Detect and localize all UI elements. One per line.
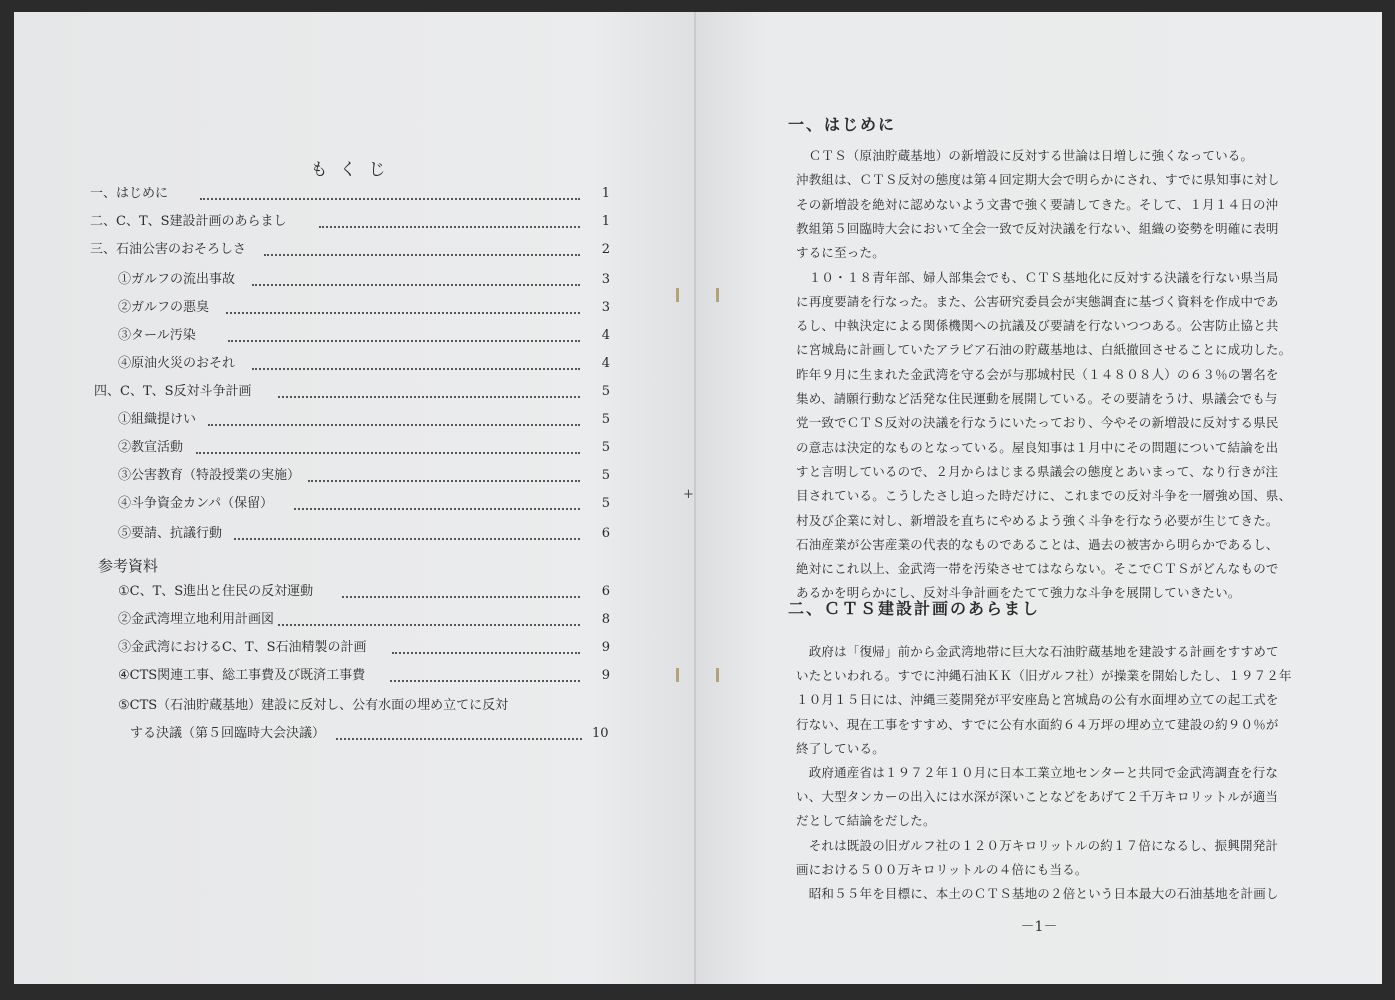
toc-leader-dots	[278, 376, 580, 398]
toc-item-label: ②教宣活動	[118, 440, 184, 455]
body-text-line: 昭和５５年を目標に、本土のＣＴＳ基地の２倍という日本最大の石油基地を計画し	[796, 886, 1279, 901]
toc-item-page: 1	[601, 214, 610, 229]
reference-item-label: ③金武湾におけるC、T、S石油精製の計画	[118, 640, 367, 655]
body-text-line: るし、中執決定による関係機関への抗議及び要請を行ないつつある。公害防止協と共	[796, 318, 1279, 334]
toc-item-page: 4	[601, 356, 610, 371]
body-text-line: 政府通産省は１９７２年１０月に日本工業立地センターと共同で金武湾調査を行な	[796, 765, 1279, 780]
toc-leader-dots	[228, 320, 580, 342]
section2-heading: 二、ＣＴＳ建設計画のあらまし	[788, 599, 1041, 618]
toc-item	[14, 354, 694, 374]
toc-item-page: 1	[601, 186, 610, 201]
body-text-line: 終了している。	[796, 740, 885, 756]
section1-heading: 一、はじめに	[788, 115, 897, 134]
toc-item	[14, 240, 694, 260]
toc-item-label: ④斗争資金カンパ（保留）	[118, 496, 274, 511]
toc-item-page: 5	[601, 412, 610, 427]
body-text-line: だとして結論をだした。	[796, 813, 936, 829]
body-text-line: それは既設の旧ガルフ社の１２０万キロリットルの約１７倍になるし、振興開発計	[796, 837, 1279, 853]
body-text-line: 行ない、現在工事をすすめ、すでに公有水面約６４万坪の埋め立て建設の約９０％が	[796, 716, 1279, 732]
toc-item-page: 4	[601, 328, 610, 343]
body-text-line: 絶対にこれ以上、金武湾一帯を汚染させてはならない。そこでＣＴＳがどんなもので	[796, 561, 1279, 577]
body-text-line: その新増設を絶対に認めないよう文書で強く要請してきた。そして、１月１４日の沖	[796, 196, 1279, 212]
toc-leader-dots	[196, 432, 580, 454]
toc-item-page: 2	[601, 242, 610, 257]
reference-item	[14, 582, 694, 602]
body-text-line: 画における５００万キロリットルの４倍にも当る。	[796, 861, 1088, 877]
body-text-line: あるかを明らかにし、反対斗争計画をたてて強力な斗争を展開していきたい。	[796, 585, 1241, 601]
toc-leader-dots	[294, 488, 580, 510]
toc-item-label: 三、石油公害のおそろしさ	[90, 242, 247, 257]
left-page	[14, 12, 694, 984]
toc-leader-dots	[336, 718, 582, 740]
reference-item	[14, 696, 694, 716]
toc-item	[14, 466, 694, 486]
toc-leader-dots	[342, 576, 580, 598]
body-text-line: 党一致でＣＴＳ反対の決議を行なうにいたっており、今やその新増設に反対する県民	[796, 415, 1279, 431]
toc-item-label: ③公害教育（特設授業の実施）	[118, 468, 301, 483]
toc-leader-dots	[278, 604, 580, 626]
toc-item	[14, 298, 694, 318]
toc-item-page: 3	[601, 300, 610, 315]
reference-item-page: 8	[601, 612, 610, 627]
body-text-line: 政府は「復帰」前から金武湾地帯に巨大な石油貯蔵基地を建設する計画をすすめて	[796, 644, 1279, 659]
toc-item	[14, 270, 694, 290]
reference-item-label: ⑤CTS（石油貯蔵基地）建設に反対し、公有水面の埋め立てに反対	[118, 698, 509, 713]
body-text-line: 村及び企業に対し、新増設を直ちにやめるよう強く斗争を行なう必要が生じてきた。	[796, 512, 1279, 528]
toc-leader-dots	[234, 518, 580, 540]
reference-item-page: 6	[601, 584, 610, 599]
toc-item-label: 一、はじめに	[90, 186, 169, 201]
body-text-line: 石油産業が公害産業の代表的なものであることは、過去の被害から明らかであるし、	[796, 536, 1279, 552]
toc-leader-dots	[390, 660, 580, 682]
right-page	[696, 12, 1382, 984]
body-text-line: するに至った。	[796, 245, 885, 261]
toc-item-label: ④原油火災のおそれ	[118, 356, 236, 371]
page-number: －1－	[1020, 919, 1058, 935]
toc-leader-dots	[319, 206, 580, 228]
staple-mark	[716, 288, 719, 302]
toc-item	[14, 524, 694, 544]
toc-leader-dots	[208, 404, 580, 426]
reference-item-continuation: する決議（第５回臨時大会決議）	[130, 726, 326, 741]
staple-mark	[676, 668, 679, 682]
reference-item	[14, 666, 694, 686]
body-text-line: いたといわれる。すでに沖縄石油ＫＫ（旧ガルフ社）が操業を開始したし、１９７２年	[796, 668, 1292, 684]
reference-item-label: ②金武湾埋立地利用計画図	[118, 612, 275, 627]
toc-item	[14, 326, 694, 346]
toc-item-label: 四、C、T、S反対斗争計画	[94, 384, 252, 399]
toc-item-page: 5	[601, 440, 610, 455]
staple-mark	[676, 288, 679, 302]
toc-leader-dots	[226, 292, 580, 314]
toc-item-label: ②ガルフの悪臭	[118, 300, 210, 315]
body-text-line: 目されている。こうしたさし迫った時だけに、これまでの反対斗争を一層強め国、県、	[796, 488, 1292, 504]
body-text-line: ＣＴＳ（原油貯蔵基地）の新増設に反対する世論は日増しに強くなっている。	[796, 148, 1254, 163]
toc-item-label: ①ガルフの流出事故	[118, 272, 236, 287]
body-text-line: 昨年９月に生まれた金武湾を守る会が与那城村民（１４８０８人）の６３％の署名を	[796, 366, 1279, 382]
toc-item-page: 5	[601, 468, 610, 483]
toc-item	[14, 184, 694, 204]
body-text-line: すと言明しているので、２月からはじまる県議会の態度とあいまって、なり行きが注	[796, 463, 1279, 479]
body-text-line: に宮城島に計画していたアラビア石油の貯蔵基地は、白紙撤回させることに成功した。	[796, 342, 1292, 358]
toc-item-label: ⑤要請、抗議行動	[118, 526, 223, 541]
body-text-line: １０月１５日には、沖縄三菱開発が平安座島と宮城島の公有水面埋め立ての起工式を	[796, 692, 1279, 708]
reference-item-page: 10	[592, 726, 609, 741]
reference-item	[14, 610, 694, 630]
toc-title: もくじ	[310, 160, 398, 180]
center-mark: +	[683, 487, 694, 502]
toc-leader-dots	[392, 632, 580, 654]
toc-leader-dots	[308, 460, 580, 482]
body-text-line: 集め、請願行動など活発な住民運動を展開している。その要請をうけ、県議会でも与	[796, 391, 1278, 406]
toc-item-label: ③タール汚染	[118, 328, 196, 343]
toc-leader-dots	[252, 348, 580, 370]
body-text-line: に再度要請を行なった。また、公害研究委員会が実態調査に基づく資料を作成中であ	[796, 293, 1279, 309]
reference-item	[14, 638, 694, 658]
body-text-line: い、大型タンカーの出入には水深が深いことなどをあげて２千万キロリットルが適当	[796, 789, 1279, 805]
reference-item-label: ④CTS関連工事、総工事費及び既済工事費	[118, 668, 366, 683]
toc-item-page: 6	[601, 526, 610, 541]
toc-item-page: 5	[601, 384, 610, 399]
body-text-line: の意志は決定的なものとなっている。屋良知事は１月中にその問題について結論を出	[796, 439, 1279, 455]
reference-item-page: 9	[601, 640, 610, 655]
toc-item	[14, 438, 694, 458]
toc-item	[14, 494, 694, 514]
toc-item	[14, 382, 694, 402]
toc-item-label: 二、C、T、S建設計画のあらまし	[90, 214, 287, 229]
reference-item-page: 9	[601, 668, 610, 683]
body-text-line: 教組第５回臨時大会において全会一致で反対決議を行ない、組織の姿勢を明確に表明	[796, 220, 1279, 236]
toc-item-page: 5	[601, 496, 610, 511]
toc-item	[14, 212, 694, 232]
toc-leader-dots	[264, 234, 580, 256]
body-text-line: １０・１８青年部、婦人部集会でも、ＣＴＳ基地化に反対する決議を行ない県当局	[796, 269, 1279, 285]
toc-leader-dots	[200, 178, 580, 200]
reference-heading: 参考資料	[98, 557, 159, 575]
body-text-line: 沖教組は、ＣＴＳ反対の態度は第４回定期大会で明らかにされ、すでに県知事に対し	[796, 172, 1280, 188]
toc-item-page: 3	[601, 272, 610, 287]
toc-item-label: ①組織提けい	[118, 412, 197, 427]
toc-leader-dots	[252, 264, 580, 286]
toc-item	[14, 410, 694, 430]
staple-mark	[716, 668, 719, 682]
reference-item-label: ①C、T、S進出と住民の反対運動	[118, 584, 314, 599]
